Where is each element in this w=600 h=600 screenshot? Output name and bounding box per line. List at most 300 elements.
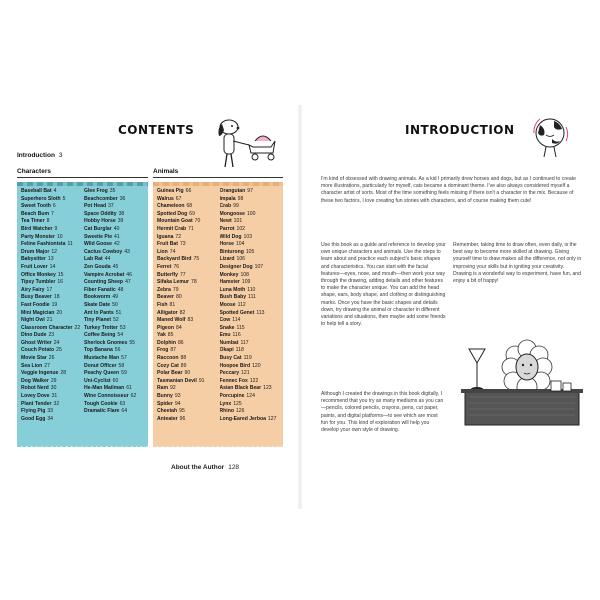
toc-entry[interactable] [84,317,145,325]
toc-about-author[interactable] [171,464,239,471]
toc-entry-page: 9 [54,225,58,232]
toc-entry[interactable] [220,249,281,257]
toc-entry-title: Drum Major [21,248,50,255]
toc-entry-page: 60 [112,377,119,384]
toc-entry-title: Ant In Pants [84,309,114,316]
toc-entry[interactable] [157,256,218,264]
toc-entry[interactable] [84,211,145,219]
toc-entry-page: 48 [117,286,124,293]
toc-entry[interactable] [220,393,281,401]
toc-entry-page: 113 [256,309,265,316]
toc-entry[interactable] [21,241,82,249]
toc-entry-title: Feline Fashionista [21,241,66,248]
toc-entry[interactable] [220,279,281,287]
intro-paragraph-4: Remember, taking time to draw often, even daily, is the best way to become more skilled at drawing. Giving yourself time to draw makes all the difference, not only in improving your skills but in igniting your creativity. Drawing is a wonderful way to experiment, have fun, and enjoy a bit of happy! [453,242,582,285]
toc-entry[interactable] [220,287,281,295]
toc-entry-title: Veggie Ingenue [21,370,59,377]
toc-entry[interactable] [220,332,281,340]
toc-entry-title: Alligator [157,309,178,316]
toc-entry-title: Yak [157,332,166,339]
toc-entry-page: 105 [245,248,255,255]
toc-entry-page: 97 [247,188,253,194]
toc-entry-page: 11 [67,241,73,248]
toc-entry[interactable] [84,287,145,295]
toc-entry-page: 72 [175,233,182,240]
toc-entry-page: 63 [119,400,126,407]
intro-paragraph-2: Use this book as a guide and reference to develop your own unique characters and animals. Use the steps to learn about and practice each subject's basic shapes and characteristics. You can start with the facial features—eyes, nose, and mouth—then work your way through the drawing, adding details and other features to make the character unique. You can add the head shape, ears, body shape, and clothing or distinguishing marks. Once you have the basic shapes and details down, try drawing the animal or character in different variations and situations, then maybe add some friends to help tell a story. [321,242,446,328]
toc-entry[interactable] [84,340,145,348]
toc-entry[interactable] [21,302,82,310]
toc-entry-page: 12 [51,248,57,255]
toc-entry[interactable] [21,279,82,287]
toc-entry-title: Glee Frog [84,188,108,194]
toc-entry[interactable] [157,272,218,280]
sheep-at-desk-illustration [455,333,585,434]
toc-entry[interactable] [84,310,145,318]
toc-entry-title: Chameleon [157,203,185,210]
toc-entry-page: 42 [113,241,120,248]
toc-entry-page: 28 [60,370,67,377]
toc-entry-title: Fruit Bat [157,241,178,248]
toc-entry[interactable] [220,385,281,393]
toc-entry[interactable] [220,401,281,409]
toc-entry-page: 115 [236,324,245,331]
toc-entry[interactable] [84,347,145,355]
toc-entry-title: Raccoon [157,355,179,362]
toc-entry-title: Ram [157,385,169,392]
toc-entry-page: 53 [119,324,126,331]
toc-entry-title: Walrus [157,195,174,202]
toc-entry[interactable] [84,385,145,393]
toc-entry[interactable] [21,234,82,242]
toc-entry[interactable] [21,416,82,424]
toc-entry-page: 106 [236,256,246,263]
toc-entry-page: 66 [185,188,192,194]
toc-entry-title: Hamster [219,279,240,286]
toc-entry-title: Wine Connoisseur [84,393,129,400]
toc-entry-page: 49 [112,294,118,301]
toc-entry-page: 62 [130,393,137,400]
toc-entry[interactable] [84,370,145,378]
toc-entry[interactable] [157,226,218,234]
toc-entry[interactable] [157,264,218,272]
toc-entry-title: Flying Pig [21,408,46,415]
toc-entry[interactable] [220,355,281,363]
toc-entry[interactable] [84,401,145,409]
toc-entry[interactable] [21,332,82,340]
toc-entry[interactable] [157,355,218,363]
toc-entry-title: Cheetah [157,408,178,415]
toc-entry[interactable] [157,241,218,249]
toc-entry[interactable] [21,370,82,378]
toc-entry[interactable] [157,385,218,393]
toc-entry-page: 78 [191,279,197,286]
toc-entry[interactable] [157,401,218,409]
toc-entry-page: 14 [49,263,56,270]
toc-entry-title: Sweetie Pie [84,233,113,240]
toc-introduction-label: Introduction [17,152,55,159]
toc-entry[interactable] [220,211,281,219]
toc-entry-title: Zebra [157,286,171,293]
toc-entry-page: 59 [121,370,127,377]
toc-entry[interactable] [84,393,145,401]
toc-entry-title: Tipsy Tumbler [21,279,56,286]
toc-entry-title: Pigeon [157,324,174,331]
toc-entry-page: 126 [235,408,245,415]
toc-entry[interactable] [220,256,281,264]
toc-entry-title: Good Egg [21,415,46,422]
toc-entry-page: 122 [249,377,259,384]
toc-entry-page: 33 [47,408,54,415]
toc-entry-title: Beach Bum [21,210,50,217]
toc-entry[interactable] [157,317,218,325]
toc-entry[interactable] [84,264,145,272]
toc-entry[interactable] [220,340,281,348]
toc-entry-page: 109 [241,279,251,286]
toc-entry-title: Hobby Horse [84,218,116,225]
toc-entry-page: 26 [48,355,55,362]
globe-character-illustration [528,113,572,166]
toc-entry-title: Plant Tender [21,400,52,407]
toc-entry[interactable] [84,302,145,310]
toc-entry-page: 16 [57,279,64,286]
toc-entry-page: 87 [170,347,176,354]
toc-entry-page: 39 [117,218,124,225]
toc-entry-page: 80 [176,294,182,301]
toc-entry[interactable] [157,393,218,401]
toc-entry-title: Ghost Writer [21,339,52,346]
toc-entry[interactable] [84,196,145,204]
toc-entry[interactable] [220,378,281,386]
toc-entry[interactable] [220,188,281,196]
toc-entry[interactable] [84,355,145,363]
toc-entry[interactable] [21,401,82,409]
toc-entry[interactable] [157,218,218,226]
animals-column [220,188,281,423]
toc-entry[interactable] [21,264,82,272]
toc-entry-title: Fiber Fanatic [84,286,116,293]
toc-entry-page: 20 [56,309,63,316]
toc-entry-title: Long-Eared Jerboa [219,415,266,422]
toc-entry-title: Fennec Fox [219,377,248,384]
toc-entry[interactable] [157,294,218,302]
toc-entry-title: Tasmanian Devil [157,377,197,384]
toc-entry-page: 38 [118,210,125,217]
toc-entry[interactable] [21,272,82,280]
toc-entry[interactable] [84,325,145,333]
characters-box-zigzag-edge [17,446,148,451]
toc-introduction[interactable] [17,152,63,159]
toc-entry-page: 55 [129,339,135,346]
toc-entry-title: Sifaka Lemur [157,279,189,286]
toc-entry[interactable] [220,294,281,302]
toc-entry-title: Beachcomber [84,195,118,202]
toc-entry[interactable] [220,241,281,249]
toc-entry[interactable] [84,226,145,234]
toc-entry-title: Porcupine [219,393,245,400]
toc-entry[interactable] [21,385,82,393]
animals-section-label: Animals [153,168,179,175]
toc-entry[interactable] [220,218,281,226]
toc-entry-title: Fruit Lover [21,263,48,270]
toc-entry[interactable] [157,416,218,424]
toc-entry-title: Numbat [219,339,239,346]
toc-entry-title: Monkey [219,271,239,278]
toc-entry-title: Party Monster [21,233,55,240]
toc-entry-page: 5 [62,195,66,202]
toc-introduction-page: 3 [58,152,63,159]
toc-entry-page: 64 [121,408,128,415]
toc-entry[interactable] [220,234,281,242]
toc-entry-page: 6 [52,203,56,210]
toc-entry-page: 22 [74,324,81,331]
toc-entry[interactable] [21,347,82,355]
toc-entry-page: 96 [179,415,186,422]
toc-entry[interactable] [157,196,218,204]
toc-entry[interactable] [220,363,281,371]
toc-entry[interactable] [21,196,82,204]
toc-entry[interactable] [84,218,145,226]
toc-entry-title: Bookworm [84,294,111,301]
toc-entry-page: 46 [126,271,132,278]
toc-entry-title: Tough Cookie [84,400,118,407]
toc-entry-page: 112 [237,301,246,308]
toc-entry-page: 118 [235,347,244,354]
toc-entry-title: Orangutan [219,188,246,194]
toc-entry-page: 7 [51,210,54,217]
toc-entry[interactable] [21,256,82,264]
toc-entry-title: Hermit Crab [157,225,187,232]
toc-entry-page: 68 [186,203,193,210]
toc-entry-title: Butterfly [157,271,178,278]
toc-entry[interactable] [84,378,145,386]
toc-entry-page: 8 [46,218,50,225]
toc-entry[interactable] [157,347,218,355]
toc-entry-title: Skate Date [84,301,111,308]
toc-entry-title: Office Monkey [21,271,56,278]
toc-entry[interactable] [84,234,145,242]
toc-entry-page: 127 [267,415,277,422]
toc-entry[interactable] [157,408,218,416]
toc-entry[interactable] [220,347,281,355]
toc-entry-title: Hoopoe Bird [219,362,251,369]
toc-entry[interactable] [220,196,281,204]
toc-entry[interactable] [84,279,145,287]
toc-entry-page: 89 [180,362,187,369]
toc-entry-title: Night Owl [21,317,45,324]
toc-entry[interactable] [157,370,218,378]
toc-entry-title: Coffee Being [84,332,116,339]
toc-entry[interactable] [21,363,82,371]
toc-entry-title: Sea Lion [21,362,43,369]
toc-entry-page: 90 [184,370,191,377]
toc-entry[interactable] [220,370,281,378]
toc-entry-page: 99 [233,203,239,210]
toc-entry-title: Bush Baby [219,294,247,301]
toc-entry-title: Asian Black Bear [219,385,262,392]
toc-entry-title: Busy Cat [219,355,242,362]
toc-entry[interactable] [21,294,82,302]
toc-entry-title: Lovey Dove [21,393,50,400]
toc-entry-title: He-Man Mailman [84,385,125,392]
toc-entry[interactable] [220,226,281,234]
toc-entry-title: Luna Moth [219,286,246,293]
toc-entry[interactable] [21,211,82,219]
toc-entry-page: 116 [232,332,241,339]
toc-entry-page: 83 [187,317,194,324]
toc-entry-title: Superhero Sloth [21,195,61,202]
toc-entry-page: 45 [112,263,119,270]
toc-entry[interactable] [84,188,145,196]
toc-entry-title: Spider [157,400,173,407]
toc-entry[interactable] [84,408,145,416]
toc-entry-page: 73 [179,241,186,248]
toc-entry-title: Impala [219,195,236,202]
toc-entry-title: Iguana [157,233,174,240]
toc-entry-title: Spotted Dog [157,210,188,217]
toc-entry-page: 24 [53,339,60,346]
toc-entry-page: 123 [263,385,272,392]
introduction-title: INTRODUCTION [405,123,515,137]
toc-about-author-label: About the Author [171,464,225,471]
toc-entry[interactable] [220,264,281,272]
toc-entry[interactable] [220,203,281,211]
toc-entry[interactable] [220,310,281,318]
toc-entry-page: 32 [53,400,60,407]
toc-entry[interactable] [220,272,281,280]
toc-entry-page: 81 [169,301,176,308]
toc-entry[interactable] [21,226,82,234]
toc-entry-title: Rhino [219,408,234,415]
toc-entry-title: Donut Officer [84,362,117,369]
toc-entry[interactable] [157,332,218,340]
toc-entry-title: Robot Nerd [21,385,49,392]
toc-entry-title: Dog Walker [21,377,49,384]
toc-entry[interactable] [157,188,218,196]
toc-entry[interactable] [84,256,145,264]
toc-entry[interactable] [157,211,218,219]
toc-entry[interactable] [157,363,218,371]
toc-entry[interactable] [21,317,82,325]
toc-entry-title: Guinea Pig [157,188,184,194]
toc-entry[interactable] [220,302,281,310]
book-spread [0,105,600,509]
toc-entry[interactable] [157,340,218,348]
toc-entry-page: 86 [177,339,184,346]
toc-entry[interactable] [21,287,82,295]
toc-entry[interactable] [21,203,82,211]
toc-entry[interactable] [157,287,218,295]
toc-entry[interactable] [157,310,218,318]
toc-entry-page: 70 [194,218,201,225]
toc-entry-title: Peachy Queen [84,370,120,377]
toc-entry-page: 29 [50,377,57,384]
toc-entry-page: 50 [112,301,118,308]
toc-entry[interactable] [220,416,281,424]
toc-entry[interactable] [21,249,82,257]
toc-entry[interactable] [220,325,281,333]
toc-entry[interactable] [157,279,218,287]
toc-entry[interactable] [21,355,82,363]
toc-entry-page: 74 [169,248,176,255]
contents-title: CONTENTS [118,123,195,137]
toc-entry-page: 107 [254,263,264,270]
toc-entry-page: 15 [57,271,64,278]
toc-entry-title: Cat Burglar [84,225,112,232]
toc-entry[interactable] [21,393,82,401]
toc-entry-page: 30 [50,385,57,392]
toc-entry-title: Beaver [157,294,174,301]
toc-entry-title: Top Banana [84,347,113,354]
toc-entry[interactable] [21,188,82,196]
toc-entry-title: Mustache Man [84,355,120,362]
characters-box-pattern [17,182,148,186]
toc-entry[interactable] [21,378,82,386]
toc-entry-page: 27 [44,362,50,369]
characters-rule [17,177,148,178]
toc-entry[interactable] [84,332,145,340]
toc-entry-title: Frog [157,347,169,354]
toc-entry-title: Designer Dog [219,263,253,270]
toc-entry-title: Vampire Acrobat [84,271,125,278]
toc-entry[interactable] [157,234,218,242]
toc-entry-title: Uni-Cyclist [84,377,111,384]
toc-entry-title: Moose [219,301,236,308]
toc-entry[interactable] [157,249,218,257]
toc-entry-title: Okapi [219,347,234,354]
toc-entry[interactable] [21,408,82,416]
toc-entry[interactable] [157,302,218,310]
toc-about-author-page: 128 [228,464,240,471]
toc-entry-page: 124 [246,393,255,400]
toc-entry-page: 71 [188,225,194,232]
toc-entry[interactable] [84,203,145,211]
toc-entry[interactable] [84,241,145,249]
toc-entry[interactable] [84,272,145,280]
toc-entry-page: 18 [53,294,60,301]
animals-column [157,188,218,423]
toc-entry[interactable] [84,294,145,302]
toc-entry[interactable] [157,325,218,333]
animals-box-pattern [153,182,283,186]
toc-entry-page: 125 [233,400,242,407]
toc-entry[interactable] [21,218,82,226]
toc-entry-title: Baseball Bat [21,188,52,194]
toc-entry-title: Wild Dog [219,233,242,240]
toc-entry[interactable] [84,249,145,257]
toc-entry-page: 95 [179,408,185,415]
toc-entry[interactable] [220,317,281,325]
toc-entry-title: Lab Rat [84,256,103,263]
toc-entry-title: Dino Dude [21,332,47,339]
toc-entry-page: 19 [51,301,58,308]
toc-entry[interactable] [157,203,218,211]
toc-entry-page: 84 [175,324,182,331]
toc-entry-page: 40 [113,225,120,232]
toc-entry[interactable] [21,340,82,348]
toc-entry-title: Fish [157,301,168,308]
toc-entry[interactable] [220,408,281,416]
toc-entry-title: Cozy Cat [157,362,179,369]
toc-entry-title: Turkey Trotter [84,324,118,331]
toc-entry[interactable] [84,363,145,371]
toc-entry-page: 110 [247,286,256,293]
toc-entry[interactable] [157,378,218,386]
toc-entry-page: 31 [51,393,58,400]
toc-entry[interactable] [21,325,82,333]
toc-entry[interactable] [21,310,82,318]
toc-entry-title: Backyard Bird [157,256,192,263]
